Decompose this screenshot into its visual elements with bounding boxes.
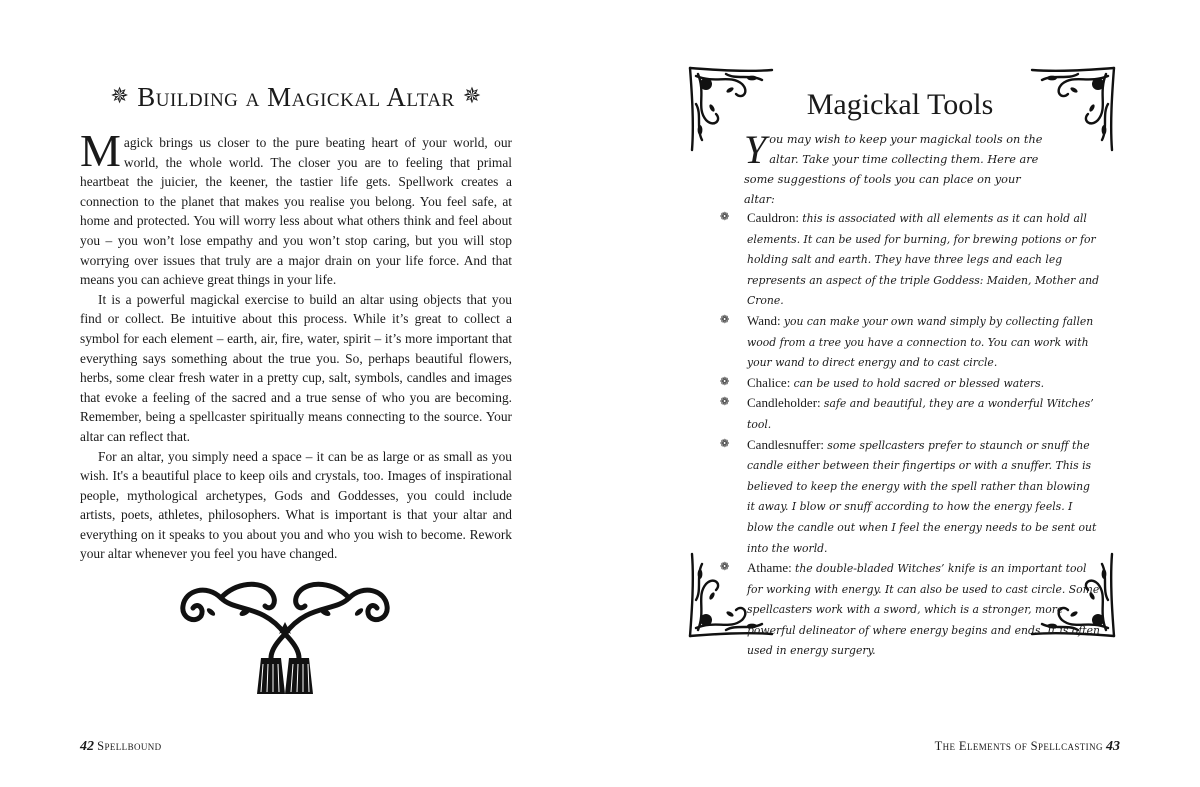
list-item xyxy=(720,393,1100,434)
paragraph-3: For an altar, you simply need a space – it can be as large or as small as you wish. It's a beautiful place to keep oils and crystals, too. Images of inspirational people, mythological archetypes, Gods and Goddesses, you could include artists, poets, athletes, philosophers. What is important is that your altar and everything on it speaks to you about you and who you wish to become. Rework your altar whenever you feel you have changed. xyxy=(80,448,512,562)
title-ornament-left-icon: ✵ xyxy=(110,83,130,108)
tool-description: can be used to hold sacred or blessed waters. xyxy=(793,376,1045,390)
right-page-title: Magickal Tools xyxy=(806,88,994,121)
title-ornament-right-icon: ✵ xyxy=(462,83,482,108)
tool-name: Athame: xyxy=(747,560,792,576)
tassel-flourish-icon xyxy=(175,572,395,694)
tools-list xyxy=(720,208,1100,661)
paragraph-2: It is a powerful magickal exercise to build an altar using objects that you find or collect. Be intuitive about this process. While it’s great to collect a symbol for each element – earth, air, fire, water, spirit – it’s more important that everything says something about the true you. So, perhaps beautiful flowers, herbs, some clear fresh water in a pretty cup, salt, symbols, candles and images that evoke a feeling of the sacred and a true sense of who you are becoming. Remember, being a spellcaster spiritually means connecting to the source. Your altar can reflect that. xyxy=(80,291,512,444)
flower-bullet-icon: ❁ xyxy=(720,396,730,409)
page-number-left: 42 xyxy=(80,739,94,754)
tool-description: the double-bladed Witches’ knife is an important tool for working with energy. It can also be used to cast circle. Some spellcasters work with a sword, which is a stronger, more powerful delineator of where energy begins and ends. It is often used in energy surgery. xyxy=(747,562,1100,658)
flower-bullet-icon: ❁ xyxy=(720,437,730,450)
list-item xyxy=(720,558,1100,661)
flower-bullet-icon: ❁ xyxy=(720,211,730,223)
flower-bullet-icon: ❁ xyxy=(720,375,730,388)
tool-name: Cauldron: xyxy=(747,210,799,225)
intro-paragraph xyxy=(744,127,1044,210)
left-page-title xyxy=(80,82,512,113)
tool-description: safe and beautiful, they are a wonderful Witches’ tool. xyxy=(747,397,1094,431)
list-item xyxy=(720,208,1100,311)
right-page xyxy=(600,0,1200,787)
left-folio xyxy=(80,739,162,755)
page-number-right: 43 xyxy=(1106,739,1120,754)
tool-description: you can make your own wand simply by collecting fallen wood from a tree you have a connection to. You can work with your wand to direct energy and to cast circle. xyxy=(747,314,1094,370)
tool-name: Candleholder: xyxy=(747,395,821,411)
tool-name: Wand: xyxy=(747,312,781,328)
dropcap-m: M xyxy=(80,125,121,176)
dropcap-y: Y xyxy=(744,127,767,172)
list-item xyxy=(720,311,1100,373)
flower-bullet-icon: ❁ xyxy=(720,561,730,574)
left-page-title-text: Building a Magickal Altar xyxy=(137,82,455,112)
left-page-body xyxy=(80,125,512,564)
paragraph-1 xyxy=(80,125,512,290)
chapter-running-head: The Elements of Spellcasting xyxy=(934,739,1103,753)
flower-bullet-icon: ❁ xyxy=(720,313,730,326)
list-item xyxy=(720,373,1100,394)
tool-description: this is associated with all elements as it can hold all elements. It can be used for burning, for brewing potions or for holding salt and earth. They have three legs and each leg represents an aspect of the triple Goddess: Maiden, Mother and Crone. xyxy=(747,212,1099,308)
tool-name: Chalice: xyxy=(747,374,791,390)
tool-name: Candlesnuffer: xyxy=(747,436,825,452)
book-title-running-head: Spellbound xyxy=(97,739,162,753)
intro-text: ou may wish to keep your magickal tools on the altar. Take your time collecting them. Here are some suggestions of tools you can place on your altar: xyxy=(744,133,1043,206)
list-item xyxy=(720,435,1100,559)
tool-description: some spellcasters prefer to staunch or snuff the candle either between their fingertips or with a snuffer. This is believed to keep the energy with the spell rather than blowing it away. I blow or snuff according to how the energy feels. I blow the candle out when I feel the energy needs to be sent out into the world. xyxy=(747,438,1097,555)
right-folio xyxy=(935,739,1120,755)
paragraph-1-text: agick brings us closer to the pure beating heart of your world, our world, the whole world. The closer you are to feeling that primal heartbeat the juicier, the keener, the tastier life gets. Spellwork creates a connection to the planet that makes you realise you belong. You feel safe, at home and protected. You will worry less about what others think and feel about you – you won’t lose empathy and you won’t stop caring, but you will stop worrying over issues that truly are a major drain on your life force. And that means you can achieve great things in your life. xyxy=(80,135,512,288)
